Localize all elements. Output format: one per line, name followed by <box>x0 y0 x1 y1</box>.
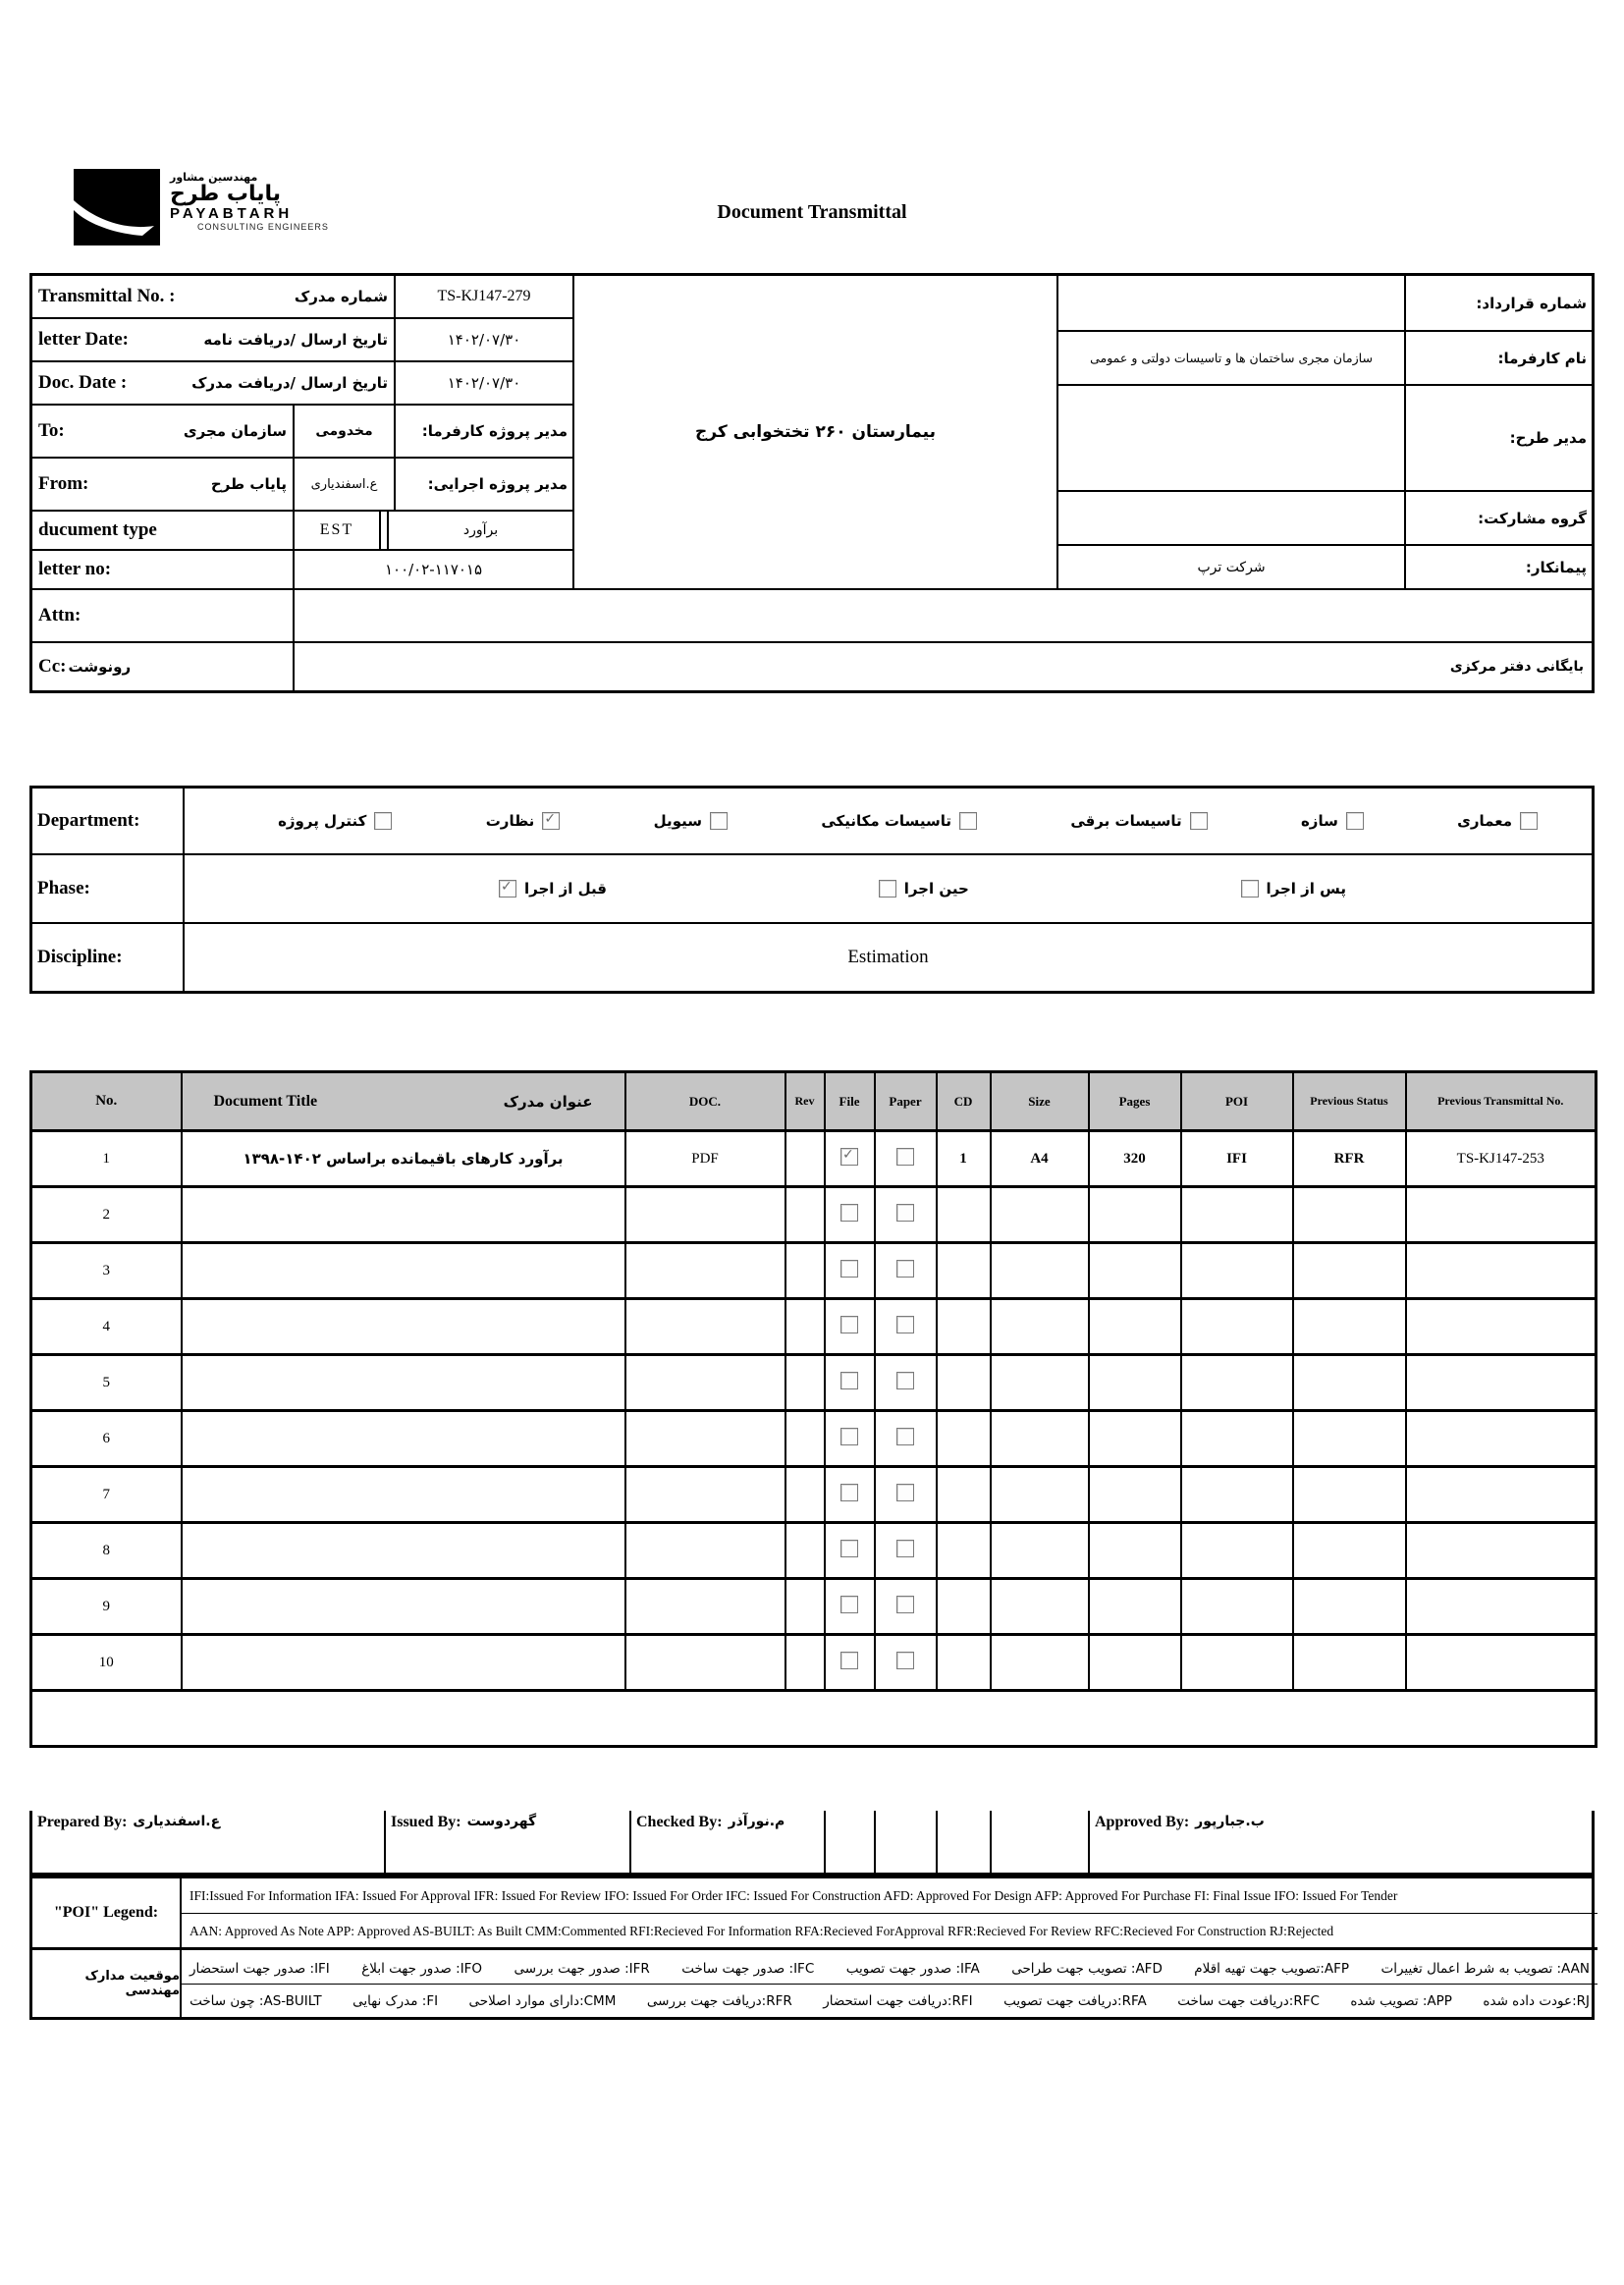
row-rev <box>785 1467 825 1523</box>
signature-empty-cell-2 <box>876 1811 938 1873</box>
to-row-label <box>32 406 295 459</box>
row-no: 7 <box>31 1467 182 1523</box>
row-cd <box>937 1299 991 1355</box>
row-prev-transmittal: TS-KJ147-253 <box>1406 1131 1597 1187</box>
document-row <box>31 1635 1597 1691</box>
row-doc-type <box>625 1523 785 1579</box>
department-checkbox[interactable] <box>959 812 977 830</box>
col-header-title-fa: عنوان مدرک <box>503 1092 593 1111</box>
row-no: 6 <box>31 1411 182 1467</box>
row-pages <box>1089 1467 1181 1523</box>
row-poi <box>1181 1299 1293 1355</box>
file-checkbox[interactable] <box>840 1260 858 1278</box>
row-doc-type <box>625 1411 785 1467</box>
attn-value <box>295 590 1592 643</box>
row-prev-transmittal <box>1406 1355 1597 1411</box>
file-checkbox[interactable] <box>840 1596 858 1613</box>
phase-option <box>879 880 969 898</box>
discipline-value: Estimation <box>847 947 929 967</box>
row-prev-transmittal <box>1406 1579 1597 1635</box>
row-rev <box>785 1243 825 1299</box>
doc-date-label-en: Doc. Date : <box>38 372 128 393</box>
col-header-cd: CD <box>937 1072 991 1131</box>
design-manager-label: مدیر طرح: <box>1406 386 1592 492</box>
row-size: A4 <box>991 1131 1089 1187</box>
approved-by-cell <box>1090 1811 1592 1873</box>
from-role-label: مدیر پروژه اجرایی: <box>396 459 574 512</box>
row-paper-cell <box>875 1579 937 1635</box>
prepared-by-cell <box>32 1811 386 1873</box>
row-size <box>991 1187 1089 1243</box>
row-prev-status <box>1293 1411 1406 1467</box>
row-cd <box>937 1523 991 1579</box>
from-label-en: From: <box>38 473 89 494</box>
row-cd <box>937 1411 991 1467</box>
to-label-fa: سازمان مجری <box>183 422 287 440</box>
page-title: Document Transmittal <box>717 201 907 223</box>
cc-label <box>32 643 295 690</box>
doc-date-label <box>32 362 396 406</box>
row-no: 9 <box>31 1579 182 1635</box>
col-header-title <box>182 1072 625 1131</box>
department-options <box>185 789 1592 855</box>
row-size <box>991 1467 1089 1523</box>
doc-date-label-fa: تاریخ ارسال /دریافت مدرک <box>191 374 388 392</box>
from-label-fa: پایاب طرح <box>210 475 287 493</box>
phase-checkbox[interactable] <box>879 880 896 898</box>
department-option-label: کنترل پروژه <box>278 812 367 830</box>
row-file-cell <box>825 1411 875 1467</box>
phase-option <box>1241 880 1346 898</box>
document-row <box>31 1243 1597 1299</box>
signature-row <box>29 1811 1595 1876</box>
file-checkbox[interactable] <box>840 1204 858 1222</box>
row-title <box>182 1635 625 1691</box>
logo-en-name: PAYABTARH <box>170 205 294 222</box>
checked-by-label: Checked By: <box>636 1814 723 1830</box>
department-option <box>486 812 561 830</box>
transmittal-no-label <box>32 276 396 319</box>
letter-no-text: ۱۰۰/۰۲-۱۱۷۰۱۵ <box>384 561 483 578</box>
row-paper-cell <box>875 1187 937 1243</box>
row-prev-status <box>1293 1523 1406 1579</box>
row-prev-transmittal <box>1406 1243 1597 1299</box>
row-title: برآورد کارهای باقیمانده براساس ۱۴۰۲-۱۳۹۸ <box>182 1131 625 1187</box>
department-option <box>1301 812 1364 830</box>
row-doc-type <box>625 1467 785 1523</box>
row-no: 10 <box>31 1635 182 1691</box>
row-rev <box>785 1355 825 1411</box>
department-option <box>654 812 728 830</box>
document-type-code: EST <box>295 512 381 551</box>
row-pages <box>1089 1411 1181 1467</box>
signature-empty-cell-1 <box>826 1811 876 1873</box>
checked-by-cell <box>631 1811 826 1873</box>
col-header-doc: DOC. <box>625 1072 785 1131</box>
col-header-size: Size <box>991 1072 1089 1131</box>
department-checkbox[interactable] <box>1520 812 1538 830</box>
department-checkbox[interactable] <box>1190 812 1208 830</box>
document-type-fa: برآورد <box>389 512 574 551</box>
document-row <box>31 1411 1597 1467</box>
letter-date-label-en: letter Date: <box>38 329 129 350</box>
from-row-label <box>32 459 295 512</box>
paper-checkbox[interactable] <box>896 1484 914 1501</box>
row-cd: 1 <box>937 1131 991 1187</box>
row-size <box>991 1523 1089 1579</box>
department-checkbox[interactable] <box>374 812 392 830</box>
empty-spacer-row <box>31 1691 1597 1747</box>
row-pages <box>1089 1523 1181 1579</box>
row-rev <box>785 1579 825 1635</box>
row-poi <box>1181 1635 1293 1691</box>
row-cd <box>937 1579 991 1635</box>
row-no: 1 <box>31 1131 182 1187</box>
row-prev-status <box>1293 1635 1406 1691</box>
transmittal-no-value: TS-KJ147-279 <box>396 276 574 319</box>
department-option-label: سیویل <box>653 812 702 830</box>
jv-value <box>1058 492 1406 546</box>
row-cd <box>937 1243 991 1299</box>
row-pages <box>1089 1635 1181 1691</box>
file-checkbox[interactable] <box>840 1540 858 1557</box>
row-size <box>991 1411 1089 1467</box>
legend-fa-item: CMM:دارای موارد اصلاحی <box>468 1993 617 2009</box>
row-no: 8 <box>31 1523 182 1579</box>
department-option <box>278 812 392 830</box>
row-poi <box>1181 1467 1293 1523</box>
row-prev-transmittal <box>1406 1635 1597 1691</box>
row-doc-type <box>625 1299 785 1355</box>
row-prev-status <box>1293 1187 1406 1243</box>
row-pages: 320 <box>1089 1131 1181 1187</box>
department-option <box>821 812 977 830</box>
contract-no-label: شماره قرارداد: <box>1406 276 1592 332</box>
col-header-poi: POI <box>1181 1072 1293 1131</box>
attn-label: Attn: <box>32 590 295 643</box>
issued-by-label: Issued By: <box>391 1814 461 1830</box>
file-checkbox[interactable] <box>840 1148 858 1166</box>
row-poi <box>1181 1579 1293 1635</box>
col-header-file: File <box>825 1072 875 1131</box>
col-header-no: No. <box>31 1072 182 1131</box>
logo-en-sub: CONSULTING ENGINEERS <box>197 222 329 232</box>
row-no: 4 <box>31 1299 182 1355</box>
row-pages <box>1089 1299 1181 1355</box>
col-header-title-en: Document Title <box>213 1092 318 1110</box>
document-type-label: ducument type <box>32 512 295 551</box>
row-title <box>182 1243 625 1299</box>
document-row <box>31 1355 1597 1411</box>
row-file-cell <box>825 1187 875 1243</box>
cc-label-en: Cc: <box>38 656 67 677</box>
row-paper-cell <box>875 1299 937 1355</box>
row-doc-type <box>625 1243 785 1299</box>
classification-table <box>29 786 1595 994</box>
paper-checkbox[interactable] <box>896 1652 914 1669</box>
paper-checkbox[interactable] <box>896 1372 914 1389</box>
paper-checkbox[interactable] <box>896 1260 914 1278</box>
row-prev-transmittal <box>1406 1467 1597 1523</box>
file-checkbox[interactable] <box>840 1428 858 1445</box>
legend-fa-item: RFI:دریافت جهت استحضار <box>823 1993 973 2009</box>
legend-fa-item: RFC:دریافت جهت ساخت <box>1177 1993 1320 2009</box>
row-prev-status <box>1293 1467 1406 1523</box>
letter-date-label-fa: تاریخ ارسال /دریافت نامه <box>203 331 388 349</box>
department-option <box>1070 812 1207 830</box>
department-option-label: تاسیسات مکانیکی <box>821 812 951 830</box>
col-header-prev-transmittal: Previous Transmittal No. <box>1406 1072 1597 1131</box>
row-size <box>991 1243 1089 1299</box>
row-prev-transmittal <box>1406 1411 1597 1467</box>
row-rev <box>785 1299 825 1355</box>
file-checkbox[interactable] <box>840 1372 858 1389</box>
issued-by-cell <box>386 1811 631 1873</box>
row-poi: IFI <box>1181 1131 1293 1187</box>
row-no: 2 <box>31 1187 182 1243</box>
row-prev-status <box>1293 1299 1406 1355</box>
checked-by-name: م.نورآذر <box>728 1814 785 1829</box>
paper-checkbox[interactable] <box>896 1204 914 1222</box>
transmittal-no-label-en: Transmittal No. : <box>38 286 176 306</box>
letter-no-label: letter no: <box>32 551 295 590</box>
department-option-label: سازه <box>1300 812 1338 830</box>
from-person: ع.اسفندیاری <box>295 459 396 512</box>
contract-no-value <box>1058 276 1406 332</box>
document-row <box>31 1187 1597 1243</box>
row-doc-type <box>625 1355 785 1411</box>
poi-legend-block <box>29 1876 1595 2020</box>
approved-by-name: ب.جبارپور <box>1195 1814 1265 1829</box>
department-checkbox[interactable] <box>1346 812 1364 830</box>
letter-no-value <box>295 551 574 590</box>
phase-option-label: قبل از اجرا <box>524 880 607 898</box>
legend-fa-item: RFA:دریافت جهت تصویب <box>1003 1993 1147 2009</box>
document-row <box>31 1579 1597 1635</box>
doc-date-value: ۱۴۰۲/۰۷/۳۰ <box>396 362 574 406</box>
poi-legend-label: "POI" Legend: <box>32 1878 182 1950</box>
phase-option-label: حین اجرا <box>903 880 969 898</box>
col-header-rev: Rev <box>785 1072 825 1131</box>
row-paper-cell <box>875 1635 937 1691</box>
row-size <box>991 1299 1089 1355</box>
row-rev <box>785 1131 825 1187</box>
to-label-en: To: <box>38 420 65 441</box>
row-file-cell <box>825 1355 875 1411</box>
legend-fa-line1 <box>182 1953 1597 1985</box>
prepared-by-name: ع.اسفندیاری <box>133 1814 221 1829</box>
row-paper-cell <box>875 1355 937 1411</box>
contractor-label: پیمانکار: <box>1406 546 1592 590</box>
row-pages <box>1089 1355 1181 1411</box>
col-header-pages: Pages <box>1089 1072 1181 1131</box>
cc-value: بایگانی دفتر مرکزی <box>1449 659 1584 675</box>
row-title <box>182 1411 625 1467</box>
file-checkbox[interactable] <box>840 1652 858 1669</box>
legend-fa-item: APP: تصویب شده <box>1350 1993 1452 2009</box>
row-pages <box>1089 1187 1181 1243</box>
logo-fa-small: مهندسین مشاور <box>170 171 258 184</box>
row-poi <box>1181 1355 1293 1411</box>
to-person: مخدومی <box>295 406 396 459</box>
row-cd <box>937 1355 991 1411</box>
department-checkbox[interactable] <box>710 812 728 830</box>
signature-empty-cell-3 <box>938 1811 992 1873</box>
client-value: سازمان مجری ساختمان ها و تاسیسات دولتی و عمومی <box>1058 332 1406 386</box>
transmittal-no-label-fa: شماره مدرک <box>294 288 388 305</box>
legend-fa-item: RFR:دریافت جهت بررسی <box>646 1993 792 2009</box>
document-row <box>31 1467 1597 1523</box>
row-file-cell <box>825 1635 875 1691</box>
row-prev-transmittal <box>1406 1187 1597 1243</box>
row-cd <box>937 1635 991 1691</box>
department-option-label: تاسیسات برقی <box>1070 812 1182 830</box>
document-row <box>31 1299 1597 1355</box>
row-paper-cell <box>875 1131 937 1187</box>
row-prev-status <box>1293 1243 1406 1299</box>
to-role-label: مدیر پروژه کارفرما: <box>396 406 574 459</box>
document-row <box>31 1523 1597 1579</box>
row-paper-cell <box>875 1523 937 1579</box>
double-line-divider <box>381 512 389 551</box>
row-title <box>182 1355 625 1411</box>
row-prev-transmittal <box>1406 1299 1597 1355</box>
legend-en-line2: AAN: Approved As Note APP: Approved AS-BUILT: As Built CMM:Commented RFI:Recieved For Information RFA:Recieved ForApproval RFR:Recieved For Review RFC:Recieved For Construction RJ:Rejected <box>182 1915 1597 1950</box>
document-row <box>31 1131 1597 1187</box>
row-file-cell <box>825 1243 875 1299</box>
prepared-by-label: Prepared By: <box>37 1814 128 1830</box>
legend-fa-item: IFO: صدور جهت ابلاغ <box>361 1960 483 1977</box>
row-file-cell <box>825 1523 875 1579</box>
row-title <box>182 1299 625 1355</box>
logo-fa-large: پایاب طرح <box>170 182 282 206</box>
fa-legend-label: موقعیت مدارک مهندسی <box>32 1950 182 2017</box>
design-manager-value <box>1058 386 1406 492</box>
cc-label-fa: رونوشت <box>68 658 132 676</box>
info-table <box>29 273 1595 693</box>
row-size <box>991 1635 1089 1691</box>
phase-checkbox[interactable] <box>499 880 516 898</box>
row-pages <box>1089 1579 1181 1635</box>
phase-option-label: پس از اجرا <box>1266 880 1346 898</box>
row-doc-type <box>625 1579 785 1635</box>
row-paper-cell <box>875 1243 937 1299</box>
file-checkbox[interactable] <box>840 1484 858 1501</box>
row-rev <box>785 1523 825 1579</box>
client-label: نام کارفرما: <box>1406 332 1592 386</box>
legend-fa-item: IFA: صدور جهت تصویب <box>845 1960 980 1977</box>
legend-fa-item: IFC: صدور جهت ساخت <box>681 1960 815 1977</box>
paper-checkbox[interactable] <box>896 1540 914 1557</box>
legend-fa-item: RJ:عودت داده شده <box>1483 1993 1590 2009</box>
col-header-prev-status: Previous Status <box>1293 1072 1406 1131</box>
row-size <box>991 1355 1089 1411</box>
phase-options <box>185 855 1592 924</box>
row-poi <box>1181 1187 1293 1243</box>
paper-checkbox[interactable] <box>896 1148 914 1166</box>
row-cd <box>937 1467 991 1523</box>
legend-fa-item: FI: مدرک نهایی <box>352 1993 439 2009</box>
legend-en-line1: IFI:Issued For Information IFA: Issued For Approval IFR: Issued For Review IFO: Issued For Order IFC: Issued For Construction AFD: Approved For Design AFP: Approved For Purchase FI: Final Issue IFO: Issued For Tender <box>182 1878 1597 1914</box>
row-title <box>182 1579 625 1635</box>
phase-checkbox[interactable] <box>1241 880 1259 898</box>
document-table <box>29 1070 1597 1748</box>
row-prev-status <box>1293 1355 1406 1411</box>
signature-empty-cell-4 <box>992 1811 1090 1873</box>
legend-fa-line2 <box>182 1986 1597 2017</box>
row-file-cell <box>825 1131 875 1187</box>
row-doc-type <box>625 1187 785 1243</box>
row-rev <box>785 1411 825 1467</box>
row-prev-status: RFR <box>1293 1131 1406 1187</box>
project-name: بیمارستان ۲۶۰ تختخوابی کرج <box>574 276 1058 590</box>
department-option-label: نظارت <box>485 812 535 830</box>
row-prev-status <box>1293 1579 1406 1635</box>
row-paper-cell <box>875 1411 937 1467</box>
row-rev <box>785 1635 825 1691</box>
letter-date-value: ۱۴۰۲/۰۷/۳۰ <box>396 319 574 362</box>
row-no: 3 <box>31 1243 182 1299</box>
issued-by-name: گهردوست <box>466 1814 537 1829</box>
legend-fa-item: AS-BUILT: چون ساخت <box>189 1993 322 2009</box>
file-checkbox[interactable] <box>840 1316 858 1333</box>
department-label: Department: <box>32 789 185 855</box>
discipline-label: Discipline: <box>32 924 185 991</box>
legend-fa-item: AFD: تصویب جهت طراحی <box>1011 1960 1163 1977</box>
legend-fa-item: IFR: صدور جهت بررسی <box>514 1960 650 1977</box>
row-paper-cell <box>875 1467 937 1523</box>
jv-label: گروه مشارکت: <box>1406 492 1592 546</box>
row-doc-type <box>625 1635 785 1691</box>
row-title <box>182 1187 625 1243</box>
row-poi <box>1181 1523 1293 1579</box>
paper-checkbox[interactable] <box>896 1316 914 1333</box>
col-header-paper: Paper <box>875 1072 937 1131</box>
row-doc-type: PDF <box>625 1131 785 1187</box>
row-no: 5 <box>31 1355 182 1411</box>
legend-fa-item: AFP:تصویب جهت تهیه اقلام <box>1194 1960 1350 1977</box>
row-rev <box>785 1187 825 1243</box>
legend-fa-item: AAN: تصویب به شرط اعمال تغییرات <box>1380 1960 1590 1977</box>
row-title <box>182 1467 625 1523</box>
row-size <box>991 1579 1089 1635</box>
row-file-cell <box>825 1467 875 1523</box>
row-pages <box>1089 1243 1181 1299</box>
phase-label: Phase: <box>32 855 185 924</box>
row-file-cell <box>825 1299 875 1355</box>
row-poi <box>1181 1243 1293 1299</box>
paper-checkbox[interactable] <box>896 1428 914 1445</box>
row-prev-transmittal <box>1406 1523 1597 1579</box>
row-title <box>182 1523 625 1579</box>
row-cd <box>937 1187 991 1243</box>
row-file-cell <box>825 1579 875 1635</box>
department-checkbox[interactable] <box>542 812 560 830</box>
letter-date-label <box>32 319 396 362</box>
row-poi <box>1181 1411 1293 1467</box>
approved-by-label: Approved By: <box>1095 1814 1190 1830</box>
department-option-label: معماری <box>1457 812 1512 830</box>
phase-option <box>499 880 607 898</box>
department-option <box>1457 812 1538 830</box>
legend-fa-item: IFI: صدور جهت استحضار <box>189 1960 330 1977</box>
contractor-value: شرکت ترپ <box>1058 546 1406 590</box>
paper-checkbox[interactable] <box>896 1596 914 1613</box>
